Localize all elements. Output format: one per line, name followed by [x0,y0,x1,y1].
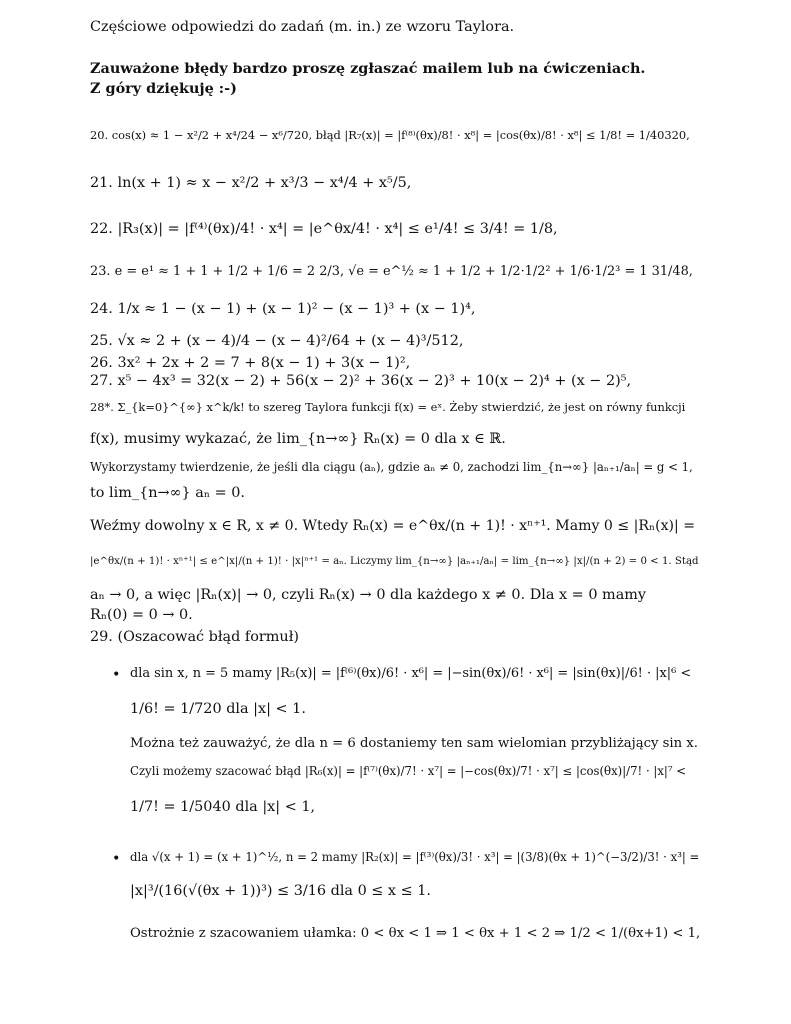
answer-28-line-1: 28*. Σ_{k=0}^{∞} x^k/k! to szereg Taylora funkcji f(x) = eˣ. Żeby stwierdzić, że jest on równy funkcji [90,400,686,414]
answer-21: 21. ln(x + 1) ≈ x − x²/2 + x³/3 − x⁴/4 + x⁵/5, [90,175,412,191]
answer-25: 25. √x ≈ 2 + (x − 4)/4 − (x − 4)²/64 + (x − 4)³/512, [90,333,464,349]
answer-28-line-4: to lim_{n→∞} aₙ = 0. [90,485,246,501]
answer-23: 23. e = e¹ ≈ 1 + 1 + 1/2 + 1/6 = 2 2/3, √e = e^½ ≈ 1 + 1/2 + 1/2·1/2² + 1/6·1/2³ = 1 31/48, [90,264,693,279]
bullet-1-line-1: dla sin x, n = 5 mamy |R₅(x)| = |f⁽⁶⁾(θx)/6! · x⁶| = |−sin(θx)/6! · x⁶| = |sin(θx)|/6! · |x|⁶ < [130,666,692,681]
answer-20: 20. cos(x) ≈ 1 − x²/2 + x⁴/24 − x⁶/720, błąd |R₇(x)| = |f⁽⁸⁾(θx)/8! · x⁸| = |cos(θx)/8! · x⁸| ≤ 1/8! = 1/40320, [90,128,690,142]
answer-26: 26. 3x² + 2x + 2 = 7 + 8(x − 1) + 3(x − 1)², [90,355,411,371]
bullet-icon: • [112,667,121,683]
doc-title: Częściowe odpowiedzi do zadań (m. in.) ze wzoru Taylora. [90,19,515,35]
answer-28-line-2: f(x), musimy wykazać, że lim_{n→∞} Rₙ(x) = 0 dla x ∈ ℝ. [90,431,506,447]
notice-line-1: Zauważone błędy bardzo proszę zgłaszać mailem lub na ćwiczeniach. [90,60,646,77]
answer-28-line-8: Rₙ(0) = 0 → 0. [90,607,193,623]
answer-28-line-3: Wykorzystamy twierdzenie, że jeśli dla ciągu (aₙ), gdzie aₙ ≠ 0, zachodzi lim_{n→∞} |aₙ₊₁/aₙ| = g < 1, [90,460,693,474]
bullet-2-line-1: dla √(x + 1) = (x + 1)^½, n = 2 mamy |R₂(x)| = |f⁽³⁾(θx)/3! · x³| = |(3/8)(θx + 1)^(−3/2)/3! · x³| = [130,850,700,864]
bullet-icon: • [112,851,121,867]
bullet-1-line-5: 1/7! = 1/5040 dla |x| < 1, [130,799,316,815]
notice-line-2: Z góry dziękuję :-) [90,80,237,97]
answer-22: 22. |R₃(x)| = |f⁽⁴⁾(θx)/4! · x⁴| = |e^θx/4! · x⁴| ≤ e¹/4! ≤ 3/4! = 1/8, [90,221,558,237]
answer-28-line-5: Weźmy dowolny x ∈ R, x ≠ 0. Wtedy Rₙ(x) = e^θx/(n + 1)! · xⁿ⁺¹. Mamy 0 ≤ |Rₙ(x)| = [90,518,696,534]
bullet-1-line-3: Można też zauważyć, że dla n = 6 dostaniemy ten sam wielomian przybliżający sin x. [130,736,698,751]
bullet-1-line-2: 1/6! = 1/720 dla |x| < 1. [130,701,306,717]
answer-28-line-6: |e^θx/(n + 1)! · xⁿ⁺¹| ≤ e^|x|/(n + 1)! · |x|ⁿ⁺¹ = aₙ. Liczymy lim_{n→∞} |aₙ₊₁/aₙ| = lim_{n→∞} |x|/(n + 2) = 0 < 1. Stąd [90,556,699,567]
answer-24: 24. 1/x ≈ 1 − (x − 1) + (x − 1)² − (x − 1)³ + (x − 1)⁴, [90,301,476,317]
answer-28-line-7: aₙ → 0, a więc |Rₙ(x)| → 0, czyli Rₙ(x) → 0 dla każdego x ≠ 0. Dla x = 0 mamy [90,587,647,603]
bullet-2-line-2: |x|³/(16(√(θx + 1))³) ≤ 3/16 dla 0 ≤ x ≤ 1. [130,883,431,899]
answer-29-heading: 29. (Oszacować błąd formuł) [90,629,299,645]
bullet-2-line-3: Ostrożnie z szacowaniem ułamka: 0 < θx < 1 ⇒ 1 < θx + 1 < 2 ⇒ 1/2 < 1/(θx+1) < 1, [130,926,701,941]
answer-27: 27. x⁵ − 4x³ = 32(x − 2) + 56(x − 2)² + 36(x − 2)³ + 10(x − 2)⁴ + (x − 2)⁵, [90,373,632,389]
bullet-1-line-4: Czyli możemy szacować błąd |R₆(x)| = |f⁽⁷⁾(θx)/7! · x⁷| = |−cos(θx)/7! · x⁷| ≤ |cos(θx)|/7! · |x|⁷ < [130,764,687,778]
